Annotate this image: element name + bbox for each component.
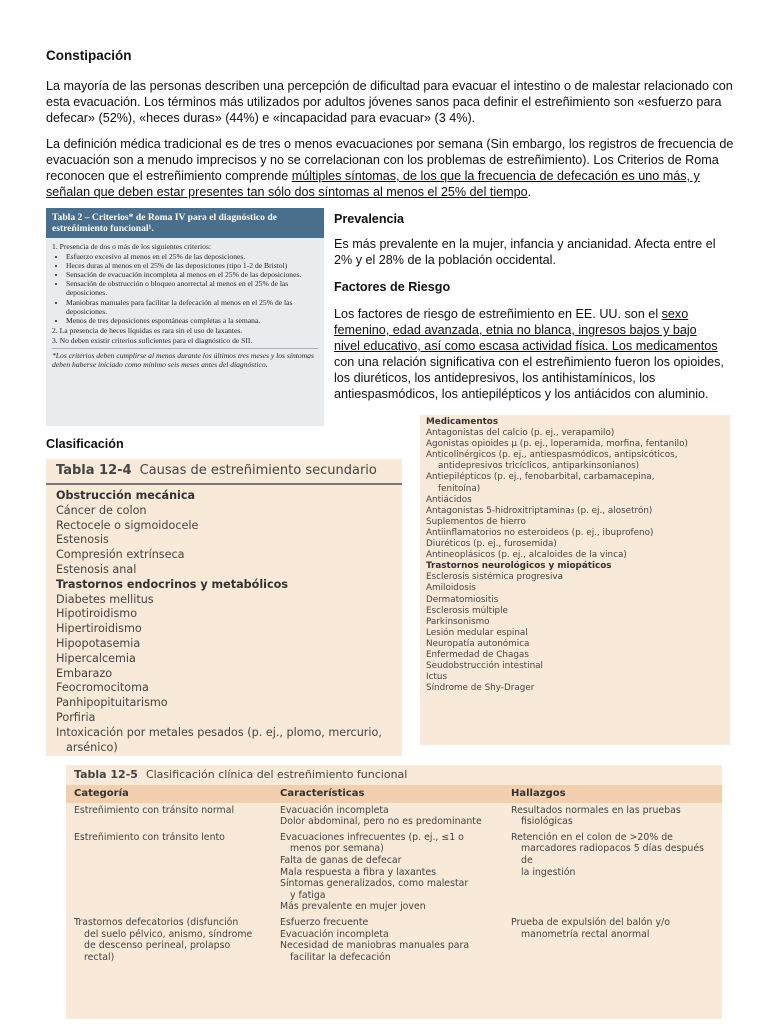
cell-line: menos por semana) <box>290 843 384 855</box>
list-item: Enfermedad de Chagas <box>426 649 529 660</box>
table-cell <box>503 915 722 965</box>
medicamentos-table <box>420 415 730 745</box>
cell-line: rectal) <box>84 951 115 963</box>
list-item: Diuréticos (p. ej., furosemida) <box>426 539 557 550</box>
list-item: Feocromocitoma <box>56 681 149 695</box>
cell-line: fisiológicas <box>521 816 573 828</box>
list-item: Agonistas opioides μ (p. ej., loperamida, morfina, fentanilo) <box>426 439 688 450</box>
list-item: Antiepilépticos (p. ej., fenobarbital, carbamacepina, <box>426 472 655 483</box>
clasificacion-heading: Clasificación <box>46 437 124 451</box>
list-item: Síndrome de Shy-Drager <box>426 683 535 694</box>
cell-line: Dolor abdominal, pero no es predominante <box>280 816 482 828</box>
list-item: Neuropatía autonómica <box>426 638 530 649</box>
page-title: Constipación <box>46 48 132 63</box>
roma-bullet: • Esfuerzo excesivo al menos en el 25% de las deposiciones. <box>66 252 318 261</box>
table-row <box>66 915 722 965</box>
definition-paragraph: La definición médica tradicional es de tres o menos evacuaciones por semana (Sin embargo, los registros de frecuencia de evacuación son a menudo imprecisos y no se correlacionan con los problemas de estreñimiento). Los Criterios de Roma reconocen que el estreñimiento comprende múltiples síntomas, de los que la frecuencia de defecación es uno más, y señalan que deben estar presentes tan sólo dos síntomas al menos el 25% del tiempo. <box>46 137 734 199</box>
roma-item-1: 1. Presencia de dos o más de los siguientes criterios: <box>52 242 212 251</box>
list-item: Esclerosis sistémica progresiva <box>426 572 563 583</box>
list-item: Panhipopituitarismo <box>56 696 168 710</box>
cell-line: Estreñimiento con tránsito lento <box>74 831 225 843</box>
roma-item-2: 2. La presencia de heces líquidas es rara sin el uso de laxantes. <box>52 325 243 335</box>
table-row <box>66 830 722 915</box>
tabla-12-5 <box>66 765 722 1019</box>
list-item: Embarazo <box>56 666 113 680</box>
list-item: Antiinflamatorios no esteroideos (p. ej., ibuprofeno) <box>426 527 654 538</box>
cell-line: Trastornos defecatorios (disfunción <box>74 916 239 928</box>
table-cell <box>503 830 722 915</box>
list-item: Antiácidos <box>426 494 472 505</box>
list-item: arsénico) <box>66 740 118 754</box>
roma-bullet: • Maniobras manuales para facilitar la defecación al menos en el 25% de las deposiciones. <box>66 298 318 316</box>
cell-line: y fatiga <box>290 889 326 901</box>
list-item: fenitoína) <box>438 483 481 494</box>
cell-line: Retención en el colon de >20% de <box>511 831 673 843</box>
cell-line: manometría rectal anormal <box>521 928 650 940</box>
cell-line: facilitar la defecación <box>290 951 391 963</box>
list-item: Hipertiroidismo <box>56 622 142 636</box>
cell-line: Evacuación incompleta <box>280 928 389 940</box>
cell-line: la ingestión <box>521 866 576 878</box>
underlined-text: sexo femenino, edad avanzada, etnia no blanca, ingresos bajos y bajo nivel educativo, así como escasa actividad física. Los medicamentos <box>334 307 718 353</box>
list-item: Hipotiroidismo <box>56 607 138 621</box>
list-item: Compresión extrínseca <box>56 548 185 562</box>
list-item: Antagonistas 5-hidroxitriptamina₃ (p. ej., alosetrón) <box>426 505 653 516</box>
prevalencia-text: Es más prevalente en la mujer, infancia y ancianidad. Afecta entre el 2% y el 28% de la población occidental. <box>334 237 716 267</box>
list-subheading: Trastornos endocrinos y metabólicos <box>56 577 288 591</box>
roma-item-3: 3. No deben existir criterios suficientes para el diagnóstico de SII. <box>52 335 253 345</box>
column-header: Hallazgos <box>503 785 722 803</box>
cell-line: Evacuaciones infrecuentes (p. ej., ≤1 o <box>280 831 464 843</box>
list-subheading: Medicamentos <box>426 417 499 427</box>
list-item: Diabetes mellitus <box>56 592 154 606</box>
list-item: Porfiria <box>56 710 96 724</box>
list-item: Cáncer de colon <box>56 503 147 517</box>
table-cell <box>66 830 272 915</box>
list-item: antidepresivos tricíclicos, antiparkinsonianos) <box>438 461 640 472</box>
cell-line: Evacuación incompleta <box>280 804 389 816</box>
table-cell <box>272 803 503 830</box>
list-item: Hipercalcemia <box>56 651 136 665</box>
list-item: Hipopotasemia <box>56 636 141 650</box>
cell-line: Estreñimiento con tránsito normal <box>74 804 235 816</box>
cell-line: Falta de ganas de defecar <box>280 854 402 866</box>
list-item: Seudobstrucción intestinal <box>426 661 543 672</box>
list-item: Suplementos de hierro <box>426 516 526 527</box>
cell-line: Prueba de expulsión del balón y/o <box>511 916 670 928</box>
cell-line: Resultados normales en las pruebas <box>511 804 681 816</box>
tabla-12-5-grid <box>66 785 722 965</box>
list-item: Dermatomiositis <box>426 594 499 605</box>
list-subheading: Trastornos neurológicos y miopáticos <box>426 561 612 572</box>
roma-footnote: *Los criterios deben cumplirse al menos durante los últimos tres meses y los síntomas deben haberse iniciado como mínimo seis meses antes del diagnóstico. <box>52 348 318 369</box>
list-item: Amiloidosis <box>426 583 476 594</box>
cell-line: de descenso perineal, prolapso <box>84 940 231 952</box>
column-header: Categoría <box>66 785 272 803</box>
list-item: Anticolinérgicos (p. ej., antiespasmódicos, antipsicóticos, <box>426 450 678 461</box>
cell-line: Más prevalente en mujer joven <box>280 901 426 913</box>
tabla-12-4 <box>46 459 402 756</box>
list-item: Esclerosis múltiple <box>426 605 508 616</box>
cell-line: marcadores radiopacos 5 días después de <box>521 843 704 866</box>
table-cell <box>503 803 722 830</box>
list-item: Estenosis anal <box>56 562 137 576</box>
cell-line: del suelo pélvico, anismo, síndrome <box>84 928 253 940</box>
factores-heading: Factores de Riesgo <box>334 280 451 294</box>
cell-line: Síntomas generalizados, como malestar <box>280 878 469 890</box>
list-item: Parkinsonismo <box>426 616 490 627</box>
underlined-text: múltiples síntomas, de los que la frecuencia de defecación es uno más, y señalan que deben estar presentes tan sólo dos síntomas al menos el 25% del tiempo <box>46 169 700 199</box>
list-item: Lesión medular espinal <box>426 627 528 638</box>
roma-bullet: • Sensación de obstrucción o bloqueo anorrectal al menos en el 25% de las deposiciones. <box>66 279 318 297</box>
roma-iv-criteria-table <box>46 208 324 426</box>
roma-table-title: Tabla 2 – Criterios* de Roma IV para el diagnóstico de estreñimiento funcional¹. <box>46 208 324 238</box>
list-item: Ictus <box>426 672 448 683</box>
table-cell <box>66 915 272 965</box>
list-item: Antineoplásicos (p. ej., alcaloides de la vinca) <box>426 550 627 561</box>
table-cell <box>272 915 503 965</box>
roma-bullet-list <box>52 252 318 325</box>
table-row <box>66 803 722 830</box>
tabla-12-4-list <box>46 485 402 756</box>
list-item: Antagonistas del calcio (p. ej., verapamilo) <box>426 428 615 439</box>
roma-bullet: • Sensación de evacuación incompleta al menos en el 25% de las deposiciones. <box>66 270 318 279</box>
tabla-12-4-title: Tabla 12-4 Causas de estreñimiento secundario <box>46 459 402 485</box>
roma-bullet: • Menos de tres deposiciones espontáneas completas a la semana. <box>66 316 318 325</box>
list-subheading: Obstrucción mecánica <box>56 489 196 502</box>
cell-line: Mala respuesta a fibra y laxantes <box>280 866 437 878</box>
column-header: Características <box>272 785 503 803</box>
cell-line: Esfuerzo frecuente <box>280 916 369 928</box>
intro-paragraph: La mayoría de las personas describen una percepción de dificultad para evacuar el intestino o de malestar relacionado con esta evacuación. Los términos más utilizados por adultos jóvenes sanos paca definir el estreñimiento son «esfuerzo para defecar» (52%), «heces duras» (44%) e «incapacidad para evacuar» (3 4%). <box>46 79 733 125</box>
cell-line: Necesidad de maniobras manuales para <box>280 940 470 952</box>
factores-text: Los factores de riesgo de estreñimiento en EE. UU. son el sexo femenino, edad avanzada, etnia no blanca, ingresos bajos y bajo nivel educativo, así como escasa actividad física. Los medicamentos con una relación significativa con el estreñimiento fueron los opioides, los diuréticos, los antidepresivos, los antihistamínicos, los antiespasmódicos, los antiepilépticos y los antiácidos con aluminio. <box>334 307 724 401</box>
table-cell <box>272 830 503 915</box>
list-item: Intoxicación por metales pesados (p. ej., plomo, mercurio, <box>56 725 382 739</box>
roma-bullet: • Heces duras al menos en el 25% de las deposiciones (tipo 1-2 de Bristol) <box>66 261 318 270</box>
tabla-12-5-title: Tabla 12-5 Clasificación clínica del estreñimiento funcional <box>74 768 408 781</box>
list-item: Rectocele o sigmoidocele <box>56 518 199 532</box>
prevalencia-heading: Prevalencia <box>334 212 405 226</box>
list-item: Estenosis <box>56 533 109 547</box>
table-cell <box>66 803 272 830</box>
